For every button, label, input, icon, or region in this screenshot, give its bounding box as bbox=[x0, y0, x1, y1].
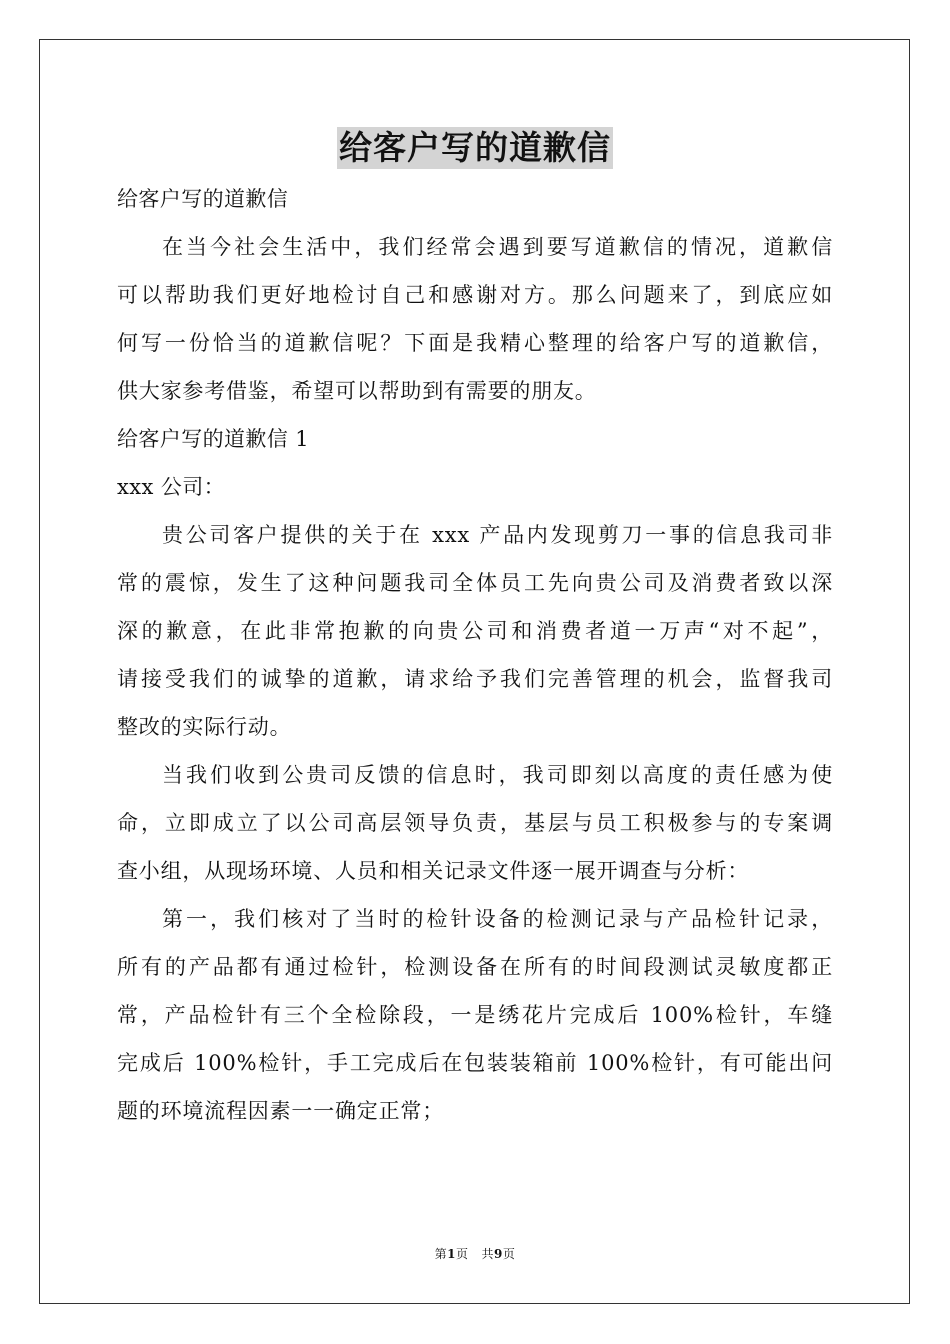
paragraph-line: 题的环境流程因素一一确定正常； bbox=[117, 1099, 444, 1123]
paragraph-line: 可以帮助我们更好地检讨自己和感谢对方。那么问题来了，到底应如 bbox=[117, 283, 833, 307]
paragraph-line: 第一，我们核对了当时的检针设备的检测记录与产品检针记录， bbox=[162, 907, 833, 931]
page-total-count: 9 bbox=[493, 1247, 503, 1261]
page-number-suffix: 页 bbox=[456, 1247, 469, 1261]
page-number-prefix: 第 bbox=[434, 1247, 448, 1261]
paragraph-line: 查小组，从现场环境、人员和相关记录文件逐一展开调查与分析： bbox=[117, 859, 750, 883]
page-total-prefix: 共 bbox=[481, 1247, 494, 1261]
paragraph-line: 请接受我们的诚挚的道歉，请求给予我们完善管理的机会，监督我司 bbox=[117, 667, 833, 691]
page-total-suffix: 页 bbox=[502, 1247, 516, 1261]
paragraph-line: 常的震惊，发生了这种问题我司全体员工先向贵公司及消费者致以深 bbox=[117, 571, 833, 595]
section-heading-line: 给客户写的道歉信 bbox=[117, 187, 289, 211]
paragraph-line: 深的歉意，在此非常抱歉的向贵公司和消费者道一万声“对不起”， bbox=[117, 619, 833, 643]
paragraph-line: 何写一份恰当的道歉信呢？下面是我精心整理的给客户写的道歉信， bbox=[117, 331, 833, 355]
paragraph-line: 在当今社会生活中，我们经常会遇到要写道歉信的情况，道歉信 bbox=[162, 235, 833, 259]
paragraph-line: 整改的实际行动。 bbox=[117, 715, 292, 739]
paragraph-line: 所有的产品都有通过检针，检测设备在所有的时间段测试灵敏度都正 bbox=[117, 955, 833, 979]
paragraph-line: 供大家参考借鉴，希望可以帮助到有需要的朋友。 bbox=[117, 379, 597, 403]
title-container bbox=[0, 127, 950, 169]
section-heading-line: 给客户写的道歉信 1 bbox=[117, 427, 310, 451]
document-title: 给客户写的道歉信 bbox=[339, 128, 611, 167]
page-number-current: 1 bbox=[447, 1247, 456, 1261]
paragraph-line: 当我们收到公贵司反馈的信息时，我司即刻以高度的责任感为使 bbox=[162, 763, 833, 787]
paragraph-line: 完成后 100%检针，手工完成后在包装装箱前 100%检针，有可能出问 bbox=[117, 1051, 833, 1075]
section-heading-line: xxx 公司： bbox=[117, 475, 226, 499]
page-footer bbox=[0, 1246, 950, 1262]
paragraph-line: 常，产品检针有三个全检除段，一是绣花片完成后 100%检针，车缝 bbox=[117, 1003, 833, 1027]
paragraph-line: 贵公司客户提供的关于在 xxx 产品内发现剪刀一事的信息我司非 bbox=[162, 523, 833, 547]
document-body bbox=[117, 175, 833, 1135]
paragraph-line: 命，立即成立了以公司高层领导负责，基层与员工积极参与的专案调 bbox=[117, 811, 833, 835]
